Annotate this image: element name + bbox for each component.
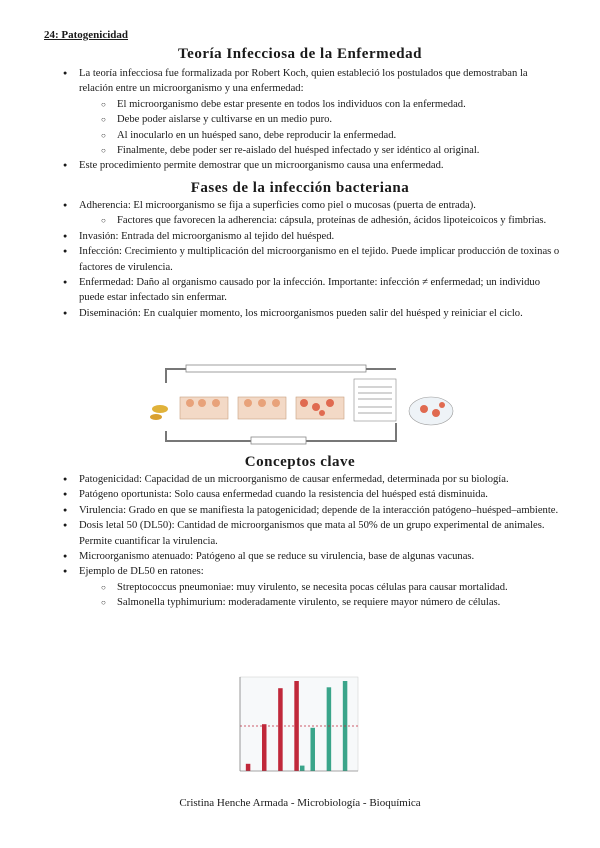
chart-bar: [300, 766, 305, 771]
chart-plot-area: [240, 677, 358, 771]
topic-heading: 24: Patogenicidad: [44, 29, 129, 41]
list-item: ● Adherencia: El microorganismo se fija a superficies como piel o mucosas (puerta de entrada).: [60, 198, 560, 213]
section1-list: [60, 66, 560, 174]
list-item: ● Dosis letal 50 (DL50): Cantidad de microorganismos que mata al 50% de un grupo experimental de animales. Permite cuantificar la virulencia.: [60, 518, 560, 549]
section-title-conceptos: Conceptos clave: [244, 454, 356, 470]
dissemination-icon: [409, 397, 453, 425]
list-item: ● Invasión: Entrada del microorganismo al tejido del huésped.: [60, 229, 560, 244]
list-item: ● Patogenicidad: Capacidad de un microorganismo de causar enfermedad, determinada por su biología.: [60, 472, 560, 487]
list-item: ○ Al inocularlo en un huésped sano, debe reproducir la enfermedad.: [60, 128, 560, 143]
bacteria-icon: [152, 405, 168, 413]
list-item: ● Ejemplo de DL50 en ratones:: [60, 564, 560, 579]
list-item: ○ Debe poder aislarse y cultivarse en un medio puro.: [60, 112, 560, 127]
chart-bar: [327, 687, 332, 771]
infection-cycle-figure: [146, 361, 462, 449]
cycle-top-arrow: [186, 365, 366, 372]
footer: Cristina Henche Armada - Microbiología - Bioquímica: [179, 797, 421, 809]
list-item: ○ Salmonella typhimurium: moderadamente virulento, se requiere mayor número de células.: [60, 595, 560, 610]
list-item: ● Patógeno oportunista: Solo causa enfermedad cuando la resistencia del huésped está disminuida.: [60, 487, 560, 502]
list-item: ○ El microorganismo debe estar presente en todos los individuos con la enfermedad.: [60, 97, 560, 112]
list-item: ○ Streptococcus pneumoniae: muy virulento, se necesita pocas células para causar mortalidad.: [60, 580, 560, 595]
chart-bar: [262, 724, 267, 771]
cycle-bottom-arrow: [251, 437, 306, 444]
section3-list: [60, 472, 560, 611]
section2-list: [60, 198, 560, 321]
list-item: ● Virulencia: Grado en que se manifiesta la patogenicidad; depende de la interacción patógeno–huésped–ambiente.: [60, 503, 560, 518]
ld50-chart: [226, 669, 362, 788]
list-item: ● Este procedimiento permite demostrar que un microorganismo causa una enfermedad.: [60, 158, 560, 173]
chart-bar: [246, 764, 251, 771]
section-title-fases: Fases de la infección bacteriana: [190, 180, 410, 196]
section-title-teoria: Teoría Infecciosa de la Enfermedad: [178, 46, 422, 62]
list-item: ● Enfermedad: Daño al organismo causado por la infección. Importante: infección ≠ enfermedad; un individuo puede estar infectado sin enfermar.: [60, 275, 560, 306]
chart-bar: [278, 688, 283, 771]
disease-box: [354, 379, 396, 421]
chart-bar: [310, 728, 315, 771]
list-item: ● La teoría infecciosa fue formalizada por Robert Koch, quien estableció los postulados que demostraban la relación entre un microorganismo y una enfermedad:: [60, 66, 560, 97]
list-item: ○ Factores que favorecen la adherencia: cápsula, proteínas de adhesión, ácidos lipoteicoicos y fimbrias.: [60, 213, 560, 228]
list-item: ○ Finalmente, debe poder ser re-aislado del huésped infectado y ser idéntico al original.: [60, 143, 560, 158]
list-item: ● Diseminación: En cualquier momento, los microorganismos pueden salir del huésped y reiniciar el ciclo.: [60, 306, 560, 321]
list-item: ● Infección: Crecimiento y multiplicación del microorganismo en el tejido. Puede implicar producción de toxinas o factores de virulencia.: [60, 244, 560, 275]
list-item: ● Microorganismo atenuado: Patógeno al que se reduce su virulencia, base de algunas vacunas.: [60, 549, 560, 564]
